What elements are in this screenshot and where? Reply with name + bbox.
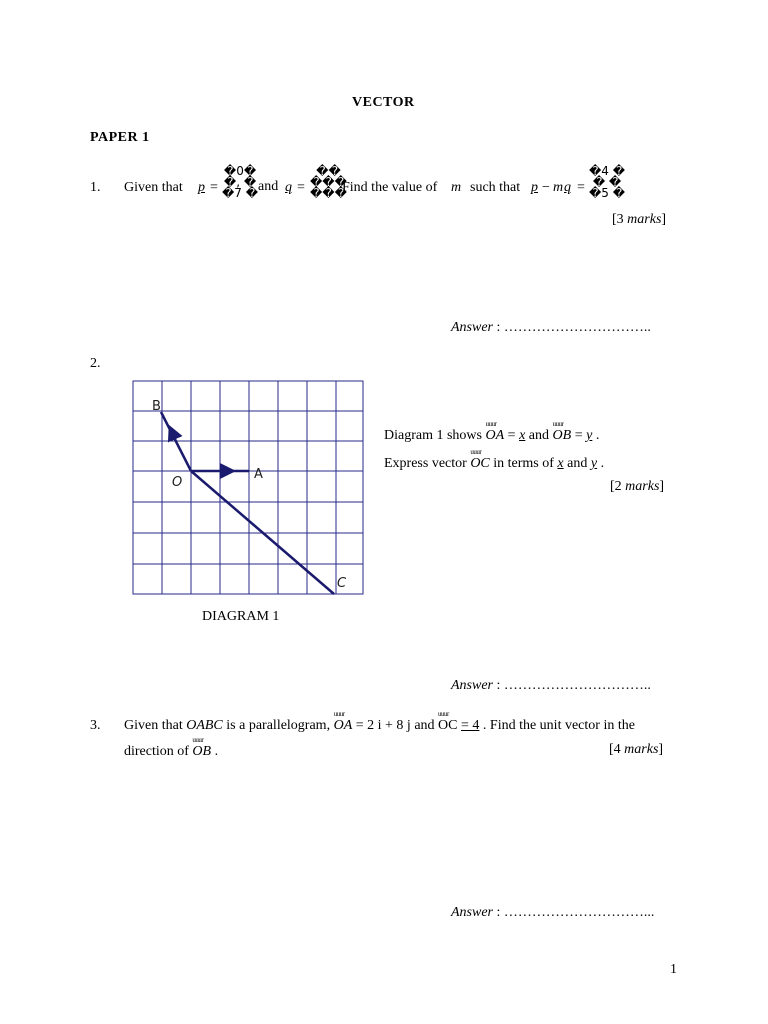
- q2-x-2: x: [557, 456, 564, 471]
- q1-number: 1.: [90, 180, 101, 195]
- q1-q-symbol: q: [285, 180, 292, 195]
- vector-grid-diagram: [130, 378, 366, 598]
- q3-find-text: . Find the unit vector in the: [482, 718, 635, 733]
- q2-answer-line: Answer : …………………………..: [451, 678, 651, 693]
- q1-equals: =: [210, 180, 218, 195]
- q3-direction-of: direction of: [124, 744, 189, 759]
- q2-in-terms-of: in terms of: [493, 456, 554, 471]
- q3-dot: .: [214, 744, 219, 759]
- q2-oa-vector: uuur OA: [486, 428, 505, 444]
- q3-oa-expression: = 2 i + 8 j: [355, 718, 411, 733]
- q1-marks: [3 marks]: [612, 212, 667, 227]
- label-c: C: [337, 576, 347, 591]
- q2-dot-2: .: [600, 456, 605, 471]
- label-o: O: [172, 475, 183, 490]
- q2-line1-text: [384, 428, 599, 444]
- q1-expr-p: p: [531, 180, 538, 195]
- q2-express-vector: Express vector: [384, 456, 467, 471]
- q1-equals-3: =: [577, 180, 585, 195]
- q1-p-vector-garbled: �0� �, � �7 �: [222, 164, 259, 200]
- q3-oc-expression: = 4: [461, 718, 480, 733]
- q1-r-vector-garbled: �4 � � � �5 �: [589, 164, 626, 200]
- q2-oc-vector: uuur OC: [470, 456, 489, 472]
- q1-equals-2: =: [297, 180, 305, 195]
- page-title: VECTOR: [352, 95, 415, 110]
- q3-line2: [124, 744, 218, 760]
- q3-line1: [124, 718, 635, 734]
- q1-find-text: Find the value of: [342, 180, 438, 195]
- q1-answer-line: Answer : …………………………..: [451, 320, 651, 335]
- paper-heading: PAPER 1: [90, 130, 150, 145]
- q2-y: y: [586, 428, 593, 443]
- label-b: B: [152, 399, 161, 414]
- q1-given-text: Given that: [124, 180, 183, 195]
- q2-equals-2: =: [574, 428, 583, 443]
- q3-oc-vector: uuur OC: [438, 718, 457, 734]
- q3-oabc: OABC: [186, 718, 223, 733]
- q2-number: 2.: [90, 356, 101, 371]
- q2-dot: .: [595, 428, 600, 443]
- q2-diagram-shows: Diagram 1 shows: [384, 428, 482, 443]
- q3-given-text: Given that: [124, 718, 183, 733]
- q1-m-symbol: m: [451, 180, 462, 195]
- q2-marks: [2 marks]: [610, 479, 665, 494]
- diagram-caption: DIAGRAM 1: [202, 609, 280, 624]
- q1-p-symbol: p: [198, 180, 205, 195]
- q3-parallelogram-text: is a parallelogram,: [226, 718, 331, 733]
- q2-y-2: y: [590, 456, 598, 471]
- q3-and: and: [414, 718, 435, 733]
- q2-x: x: [519, 428, 526, 443]
- grid-lines: [133, 381, 363, 594]
- q2-and: and: [528, 428, 550, 443]
- q1-q-vector-garbled: �� ��� ���: [310, 164, 347, 200]
- q1-expr-m: m: [553, 180, 564, 195]
- q2-line2-text: [384, 456, 604, 472]
- q1-expr-minus: −: [542, 180, 550, 195]
- q2-equals: =: [507, 428, 516, 443]
- q1-expr-q: q: [564, 180, 571, 195]
- q2-ob-vector: uuur OB: [553, 428, 572, 444]
- q3-number: 3.: [90, 718, 101, 733]
- q3-answer-line: Answer : …………………………...: [451, 905, 655, 920]
- q1-and: and: [258, 179, 279, 194]
- q1-such-that: such that: [470, 180, 521, 195]
- q3-ob-vector: uuur OB: [192, 744, 211, 760]
- q3-oa-vector: uuur OA: [334, 718, 353, 734]
- q2-and-2: and: [567, 456, 588, 471]
- q3-marks: [4 marks]: [609, 742, 664, 757]
- label-a: A: [254, 467, 263, 482]
- page-number: 1: [670, 962, 677, 977]
